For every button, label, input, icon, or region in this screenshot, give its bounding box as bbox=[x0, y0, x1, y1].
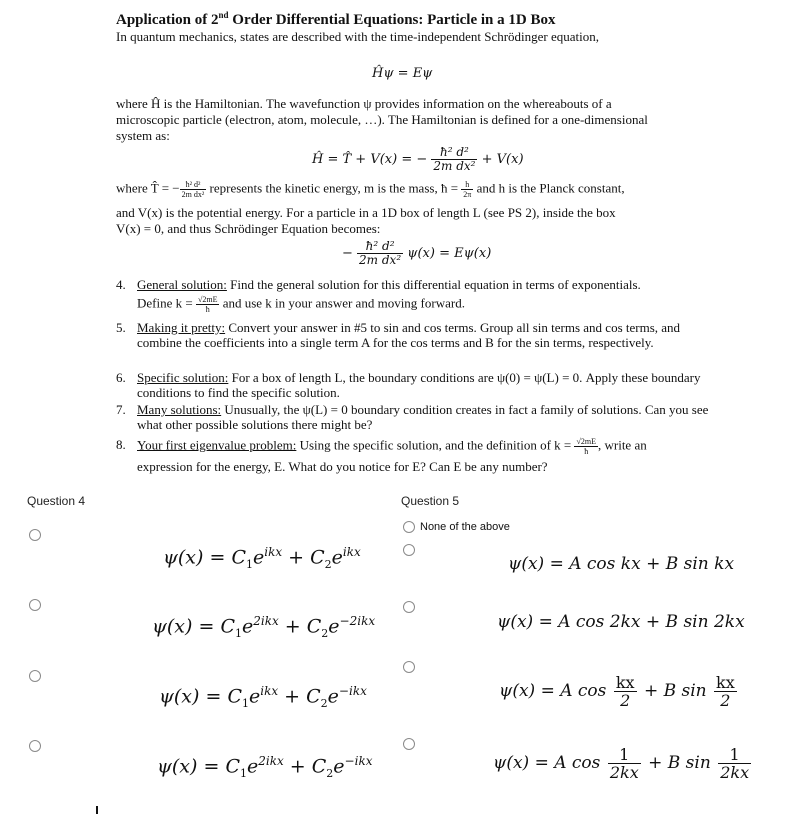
text-cursor-mark bbox=[96, 806, 98, 814]
q4-option-4-formula: $\psi(x) = C_1e^{2ikx} + C_2e^{-ikx}$ bbox=[157, 754, 373, 781]
task-item-6: 6. Specific solution: For a box of length L, the boundary conditions are ψ(0) = ψ(L) = 0. Apply these boundary conditions to find the specific solution. bbox=[116, 370, 701, 400]
q5-none-label: None of the above bbox=[420, 521, 510, 533]
q5-option-1-radio[interactable] bbox=[403, 544, 415, 556]
paragraph-kinetic: where T̂ = − $\frac{\text{ħ² d²}}{\text{2m dx²}}$ represents the kinetic energy, m is the mass, ħ = $\frac{h}{2\pi}$ and h is the Planck constant, bbox=[116, 180, 625, 199]
q4-option-4-radio[interactable] bbox=[29, 740, 41, 752]
q4-option-2-radio[interactable] bbox=[29, 599, 41, 611]
schrodinger-equation: Ĥψ = Eψ bbox=[372, 66, 433, 81]
q4-option-3-formula: $\psi(x) = C_1e^{ikx} + C_2e^{-ikx}$ bbox=[159, 684, 367, 711]
q4-option-3-radio[interactable] bbox=[29, 670, 41, 682]
q4-option-1-radio[interactable] bbox=[29, 529, 41, 541]
task-item-7: 7. Many solutions: Unusually, the ψ(L) = 0 boundary condition creates in fact a family of solutions. Can you see what other possible solutions there might be? bbox=[116, 402, 709, 432]
q5-option-1-formula: ψ(x) = A cos kx + B sin kx bbox=[508, 554, 735, 574]
task-item-5: 5. Making it pretty: Convert your answer in #5 to sin and cos terms. Group all sin terms and cos terms, and combine the coefficients into a single term A for the cos terms and B for the sin terms, respectively. bbox=[116, 320, 681, 350]
box-equation: − $\frac{\text{ħ² d²}}{\text{2m dx²}}$ ψ(x) = Eψ(x) bbox=[342, 239, 492, 267]
q5-option-4-radio[interactable] bbox=[403, 738, 415, 750]
q4-option-1-formula: $\psi(x) = C_1e^{ikx} + C_2e^{ikx}$ bbox=[163, 545, 361, 572]
paragraph-potential: and V(x) is the potential energy. For a particle in a 1D box of length L (see PS 2), inside the box V(x) = 0, and thus Schrödinger Equation becomes: bbox=[116, 205, 616, 236]
q5-none-radio[interactable] bbox=[403, 521, 415, 533]
question-4-label: Question 4 bbox=[27, 494, 86, 508]
intro-text: In quantum mechanics, states are described with the time-independent Schrödinger equation, bbox=[116, 29, 600, 44]
q5-option-3-radio[interactable] bbox=[403, 661, 415, 673]
task-item-4: 4. General solution: Find the general solution for this differential equation in terms of exponentials. Define k = $\frac{√2mE}{ħ}$ and use k in your answer and moving forward. bbox=[116, 277, 641, 314]
task-item-8: 8. Your first eigenvalue problem: Using the specific solution, and the definition of k = $\frac{√2mE}{ħ}$ , write an expression for the energy, E. What do you notice for E? Can E be any number? bbox=[116, 437, 647, 474]
q5-option-3-formula: ψ(x) = A cos $\frac{kx}{2}$ + B sin $\frac{kx}{2}$ bbox=[499, 673, 735, 710]
q4-option-2-formula: $\psi(x) = C_1e^{2ikx} + C_2e^{-2ikx}$ bbox=[152, 614, 376, 641]
q5-option-4-formula: ψ(x) = A cos $\frac{1}{2kx}$ + B sin $\frac{1}{2kx}$ bbox=[493, 745, 750, 782]
paragraph-hamiltonian: where Ĥ is the Hamiltonian. The wavefunction ψ provides information on the whereabouts of a microscopic particle (electron, atom, molecule, …). The Hamiltonian is defined for a one-dimensional system as: bbox=[116, 96, 648, 143]
q5-option-2-radio[interactable] bbox=[403, 601, 415, 613]
hamiltonian-equation: Ĥ = T̂ + V(x) = − $\frac{\text{ħ² d²}}{\text{2m dx²}}$ + V(x) bbox=[312, 145, 524, 173]
q5-option-2-formula: ψ(x) = A cos 2kx + B sin 2kx bbox=[497, 612, 745, 632]
question-5-label: Question 5 bbox=[401, 494, 460, 508]
page-title: Application of 2nd Order Differential Equations: Particle in a 1D Box bbox=[116, 10, 556, 28]
